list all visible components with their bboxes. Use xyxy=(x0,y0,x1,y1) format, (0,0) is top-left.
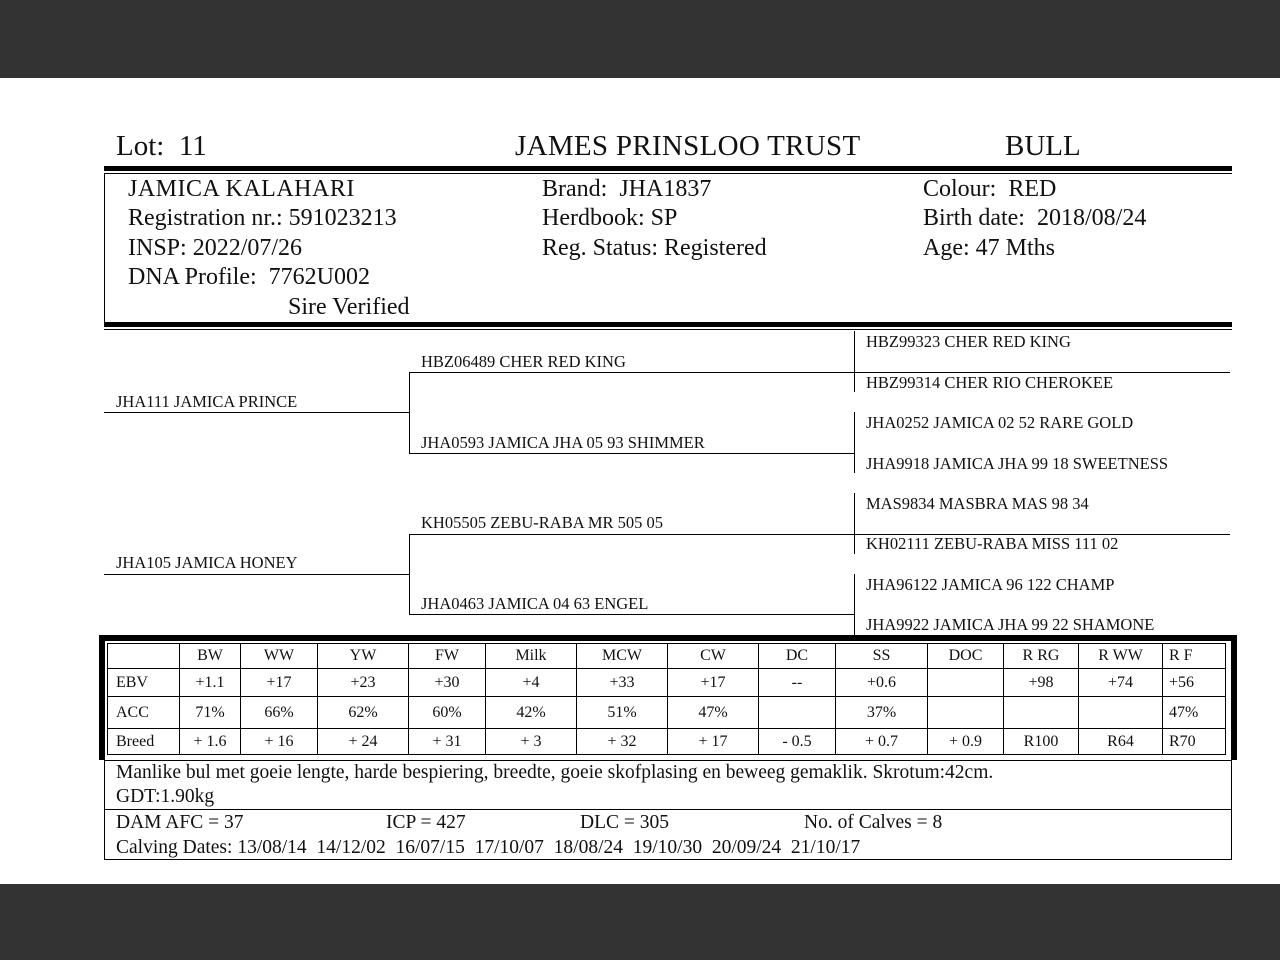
ebv-cell: + 1.6 xyxy=(180,729,241,755)
ebv-header-cell: YW xyxy=(318,644,409,669)
ebv-row xyxy=(108,729,1226,755)
header-rule-thin xyxy=(104,173,1232,174)
pedigree-sire: JHA111 JAMICA PRINCE xyxy=(116,392,298,411)
ebv-cell: R70 xyxy=(1163,729,1226,755)
ebv-cell: +30 xyxy=(409,669,486,697)
pedigree-dam: JHA105 JAMICA HONEY xyxy=(116,553,298,572)
ebv-cell: -- xyxy=(759,669,836,697)
ebv-cell xyxy=(928,697,1004,729)
pedigree-sire-sire: HBZ06489 CHER RED KING xyxy=(421,352,626,371)
ebv-cell: +33 xyxy=(577,669,668,697)
top-dark-band xyxy=(0,0,1280,78)
ebv-cell: + 3 xyxy=(486,729,577,755)
pedigree-great-grandparent: HBZ99314 CHER RIO CHEROKEE xyxy=(866,373,1114,392)
ebv-cell: +17 xyxy=(668,669,759,697)
registration-status: Reg. Status: Registered xyxy=(542,235,767,261)
ebv-row xyxy=(108,697,1226,729)
ebv-cell: + 32 xyxy=(577,729,668,755)
ebv-header-cell: SS xyxy=(836,644,928,669)
ebv-frame-right xyxy=(1231,635,1237,760)
sire-verified: Sire Verified xyxy=(288,294,410,320)
pedigree-rule-thick xyxy=(104,322,1232,327)
ebv-cell: R100 xyxy=(1004,729,1079,755)
pedigree-great-grandparent: JHA9918 JAMICA JHA 99 18 SWEETNESS xyxy=(866,454,1169,473)
ebv-header-cell: R WW xyxy=(1079,644,1163,669)
ebv-cell: +4 xyxy=(486,669,577,697)
ebv-header-cell xyxy=(108,644,180,669)
seller-name: JAMES PRINSLOO TRUST xyxy=(515,130,861,162)
ebv-header-cell: CW xyxy=(668,644,759,669)
animal-sex: BULL xyxy=(1005,130,1081,162)
ebv-header-cell: DC xyxy=(759,644,836,669)
info-left-border xyxy=(104,173,105,323)
birth-date: Birth date: 2018/08/24 xyxy=(923,205,1147,231)
pedigree-dam-dam: JHA0463 JAMICA 04 63 ENGEL xyxy=(421,594,649,613)
ebv-cell: 47% xyxy=(1163,697,1226,729)
ebv-header-cell: WW xyxy=(241,644,318,669)
dam-number-of-calves: No. of Calves = 8 xyxy=(804,812,943,833)
ebv-cell: + 17 xyxy=(668,729,759,755)
ebv-cell: +0.6 xyxy=(836,669,928,697)
ebv-cell: + 0.9 xyxy=(928,729,1004,755)
ebv-header-cell: DOC xyxy=(928,644,1004,669)
registration-number: Registration nr.: 591023213 xyxy=(128,205,397,231)
ebv-cell: 60% xyxy=(409,697,486,729)
lot-number: 11 xyxy=(178,130,207,162)
ebv-row-label: Breed xyxy=(108,729,180,755)
remarks-line-2: GDT:1.90kg xyxy=(116,786,215,807)
ebv-cell: 62% xyxy=(318,697,409,729)
ebv-cell: 66% xyxy=(241,697,318,729)
lot-label: Lot: 11 xyxy=(116,130,207,162)
pedigree-great-grandparent: MAS9834 MASBRA MAS 98 34 xyxy=(866,494,1089,513)
herdbook: Herdbook: SP xyxy=(542,205,678,231)
ebv-cell: +56 xyxy=(1163,669,1226,697)
ebv-row xyxy=(108,669,1226,697)
ebv-header-row xyxy=(108,644,1226,669)
pedigree-great-grandparent: HBZ99323 CHER RED KING xyxy=(866,332,1071,351)
ebv-table xyxy=(107,643,1226,755)
ebv-header-cell: MCW xyxy=(577,644,668,669)
ebv-row-label: EBV xyxy=(108,669,180,697)
ebv-header-cell: Milk xyxy=(486,644,577,669)
ebv-cell: - 0.5 xyxy=(759,729,836,755)
ebv-frame-left xyxy=(99,635,105,760)
ebv-cell: +23 xyxy=(318,669,409,697)
dam-afc: DAM AFC = 37 xyxy=(116,812,244,833)
ebv-cell: +98 xyxy=(1004,669,1079,697)
ebv-cell: 47% xyxy=(668,697,759,729)
pedigree-rule-thin xyxy=(104,329,1232,330)
ebv-cell: + 16 xyxy=(241,729,318,755)
ebv-header-cell: BW xyxy=(180,644,241,669)
bottom-dark-band xyxy=(0,884,1280,960)
colour: Colour: RED xyxy=(923,176,1057,202)
ebv-header-cell: FW xyxy=(409,644,486,669)
ebv-header-cell: R F xyxy=(1163,644,1226,669)
ebv-cell: + 31 xyxy=(409,729,486,755)
header-rule-thick xyxy=(104,166,1232,171)
remarks-line-1: Manlike bul met goeie lengte, harde bespiering, breedte, goeie skofplasing en beweeg gemaklik. Skrotum:42cm. xyxy=(116,762,994,783)
brand: Brand: JHA1837 xyxy=(542,176,712,202)
ebv-cell xyxy=(1079,697,1163,729)
ebv-cell: +17 xyxy=(241,669,318,697)
dna-profile: DNA Profile: 7762U002 xyxy=(128,264,371,290)
ebv-cell: 42% xyxy=(486,697,577,729)
ebv-cell: 71% xyxy=(180,697,241,729)
pedigree-great-grandparent: KH02111 ZEBU-RABA MISS 111 02 xyxy=(866,534,1119,553)
ebv-cell xyxy=(1004,697,1079,729)
dam-dlc: DLC = 305 xyxy=(580,812,669,833)
pedigree-great-grandparent: JHA0252 JAMICA 02 52 RARE GOLD xyxy=(866,413,1134,432)
pedigree-great-grandparent: JHA96122 JAMICA 96 122 CHAMP xyxy=(866,575,1115,594)
dam-icp: ICP = 427 xyxy=(386,812,466,833)
ebv-cell xyxy=(928,669,1004,697)
ebv-cell xyxy=(759,697,836,729)
pedigree-dam-sire: KH05505 ZEBU-RABA MR 505 05 xyxy=(421,513,664,532)
animal-name: JAMICA KALAHARI xyxy=(128,176,355,202)
ebv-cell: R64 xyxy=(1079,729,1163,755)
age: Age: 47 Mths xyxy=(923,235,1055,261)
ebv-cell: 37% xyxy=(836,697,928,729)
ebv-cell: +1.1 xyxy=(180,669,241,697)
pedigree-great-grandparent: JHA9922 JAMICA JHA 99 22 SHAMONE xyxy=(866,615,1155,634)
pedigree-sire-dam: JHA0593 JAMICA JHA 05 93 SHIMMER xyxy=(421,433,705,452)
inspection-date: INSP: 2022/07/26 xyxy=(128,235,303,261)
ebv-cell: + 24 xyxy=(318,729,409,755)
ebv-cell: + 0.7 xyxy=(836,729,928,755)
ebv-frame-top xyxy=(99,635,1237,641)
remarks-divider xyxy=(104,809,1232,810)
ebv-cell: 51% xyxy=(577,697,668,729)
ebv-row-label: ACC xyxy=(108,697,180,729)
calving-dates: Calving Dates: 13/08/14 14/12/02 16/07/15 17/10/07 18/08/24 19/10/30 20/09/24 21/10/17 xyxy=(116,837,861,858)
ebv-header-cell: R RG xyxy=(1004,644,1079,669)
ebv-cell: +74 xyxy=(1079,669,1163,697)
